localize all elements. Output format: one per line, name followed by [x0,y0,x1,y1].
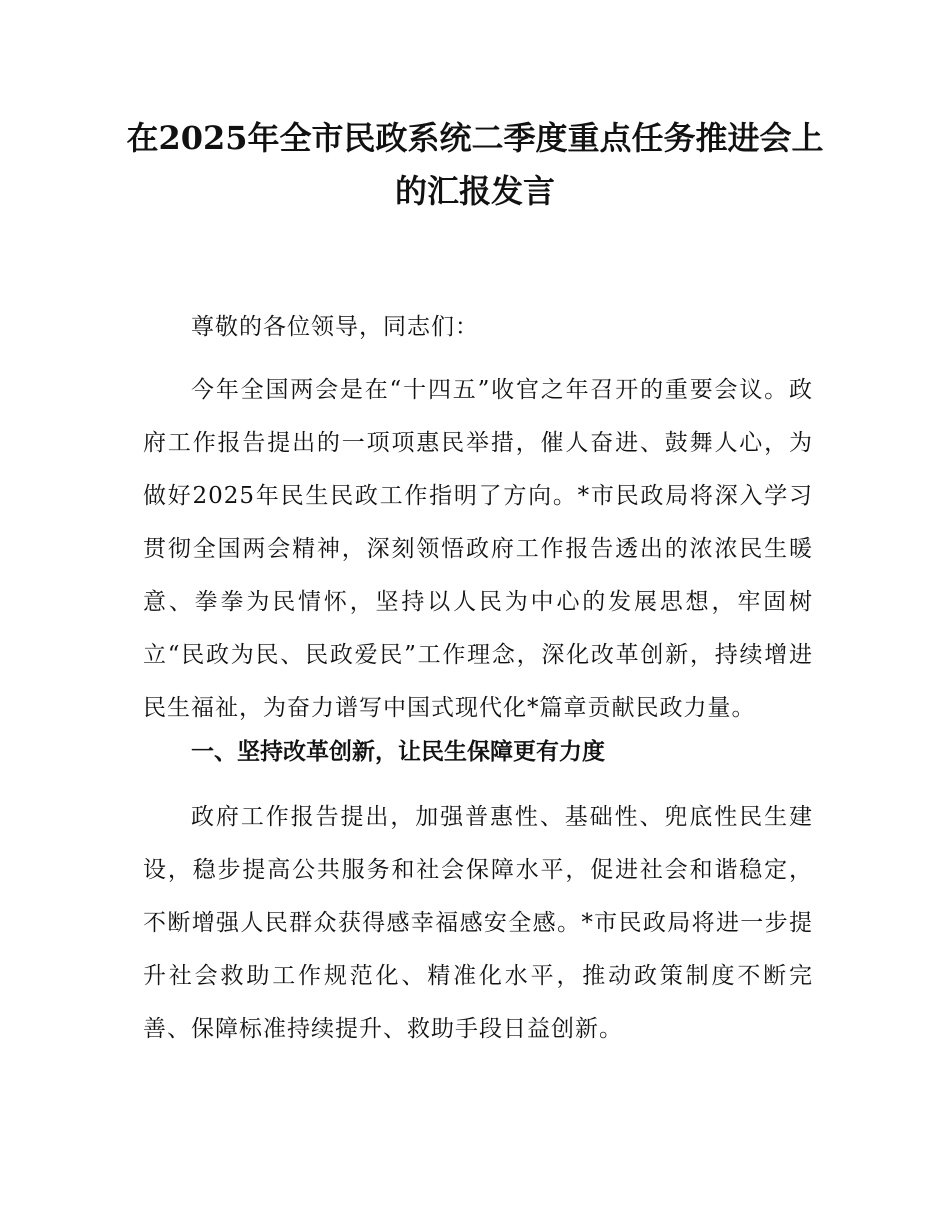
document-title: 在2025年全市民政系统二季度重点任务推进会上的汇报发言 [126,119,824,210]
section-heading-1: 一、坚持改革创新，让民生保障更有力度 [191,739,605,765]
paragraph-intro: 今年全国两会是在“十四五”收官之年召开的重要会议。政府工作报告提出的一项项惠民举措，催人奋进、鼓舞人心，为做好2025年民生民政工作指明了方向。*市民政局将深入学习贯彻全国两会精神，深刻领悟政府工作报告透出的浓浓民生暖意、拳拳为民情怀，坚持以人民为中心的发展思想，牢固树立“民政为民、民政爱民”工作理念，深化改革创新，持续增进民生福祉，为奋力谱写中国式现代化*篇章贡献民政力量。 [143,377,813,721]
paragraph-section-1: 政府工作报告提出，加强普惠性、基础性、兜底性民生建设，稳步提高公共服务和社会保障水平，促进社会和谐稳定，不断增强人民群众获得感幸福感安全感。*市民政局将进一步提升社会救助工作规范化、精准化水平，推动政策制度不断完善、保障标准持续提升、救助手段日益创新。 [143,804,813,1042]
greeting-line: 尊敬的各位领导，同志们： [191,314,479,340]
